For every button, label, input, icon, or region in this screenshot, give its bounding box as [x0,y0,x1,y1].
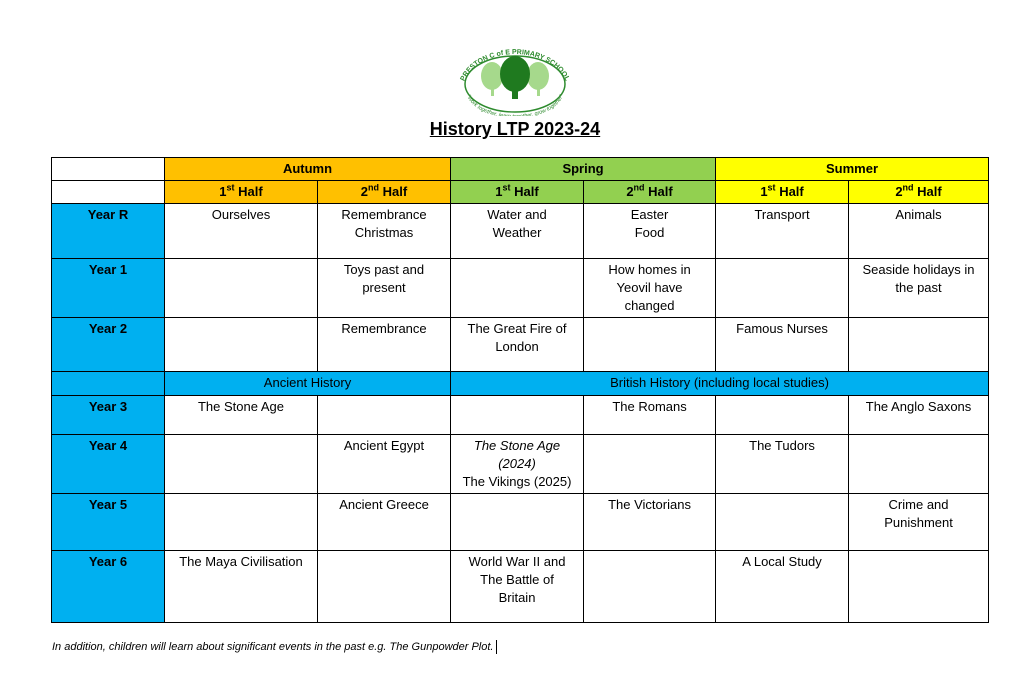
half-label: Half [917,184,942,199]
band-corner-cell [52,372,165,396]
topic-text: Yeovil have [616,280,683,295]
topic-cell [318,259,451,318]
topic-cell [451,551,584,623]
school-logo [452,46,578,116]
year-row [52,396,989,435]
half-ordinal-suffix: nd [902,182,914,193]
topic-cell [584,551,716,623]
footnote [52,640,497,654]
text-cursor [496,640,497,654]
topic-cell [849,435,989,494]
year-label: Year R [52,204,165,259]
year-label: Year 3 [52,396,165,435]
term-spring: Spring [451,158,716,181]
half-header [165,181,318,204]
half-number: 2 [626,184,634,199]
british-history-band: British History (including local studies) [451,372,989,396]
topic-cell [716,259,849,318]
half-ordinal-suffix: nd [633,182,645,193]
topic-text: The Battle of [480,572,554,587]
year-label: Year 1 [52,259,165,318]
topic-text: Toys past and [343,262,425,277]
topic-text: changed [624,298,675,313]
topic-text: Seaside holidays in [862,262,975,277]
half-header [716,181,849,204]
corner-cell [52,181,165,204]
topic-cell [318,551,451,623]
half-header [318,181,451,204]
topic-cell [165,494,318,551]
topic-text: The Vikings (2025) [462,474,572,489]
half-header [451,181,584,204]
topic-text: Ourselves [211,207,271,222]
page-title: History LTP 2023-24 [429,119,601,139]
topic-cell [716,318,849,372]
logo-motto: "Work together, le er, grow together" [465,93,565,116]
half-number: 1 [219,184,227,199]
topic-cell [716,551,849,623]
topic-cell [318,318,451,372]
topic-text: The Tudors [749,438,815,453]
half-header [849,181,989,204]
topic-cell [849,396,989,435]
half-number: 2 [360,184,369,199]
year-label: Year 5 [52,494,165,551]
topic-text: A Local Study [742,554,822,569]
topic-text: Transport [754,207,810,222]
corner-cell [52,158,165,181]
topic-cell [318,396,451,435]
half-ordinal-suffix: nd [368,182,380,193]
topic-text: Remembrance [341,207,427,222]
topic-text: The Victorians [608,497,691,512]
topic-cell [584,494,716,551]
topic-text: The Great Fire of [467,321,567,336]
half-header-row [52,181,989,204]
topic-cell [165,318,318,372]
logo-school-name: PRESTON C of E PRIMARY SCHOOL [459,48,571,83]
half-label: Half [648,184,673,199]
topic-cell [584,435,716,494]
topic-cell [318,204,451,259]
year-row [52,435,989,494]
half-ordinal-suffix: st [767,182,776,193]
topic-cell [716,396,849,435]
year-row [52,259,989,318]
topic-cell [849,551,989,623]
year-label: Year 2 [52,318,165,372]
topic-text: Christmas [354,225,414,240]
term-autumn: Autumn [165,158,451,181]
topic-text: The Stone Age [197,399,284,414]
topic-cell [849,318,989,372]
footnote-text: In addition, children will learn about significant events in the past e.g. The Gunpowder Plot. [52,640,494,653]
topic-cell [849,494,989,551]
topic-cell [165,435,318,494]
topic-cell [451,435,584,494]
year-row [52,494,989,551]
topic-cell [584,396,716,435]
topic-cell [451,318,584,372]
topic-text: The Anglo Saxons [865,399,972,414]
topic-text: Animals [895,207,942,222]
half-label: Half [382,184,408,199]
topic-cell [716,204,849,259]
topic-cell [451,396,584,435]
topic-text: Famous Nurses [736,321,828,336]
topic-text: How homes in [608,262,691,277]
term-header-row [52,158,989,181]
topic-text: The Romans [612,399,687,414]
half-label: Half [779,184,804,199]
half-number: 1 [495,184,503,199]
topic-text: the past [895,280,942,295]
term-summer: Summer [716,158,989,181]
half-header [584,181,716,204]
topic-cell [584,259,716,318]
half-number: 2 [895,184,903,199]
topic-cell [165,259,318,318]
topic-cell [849,204,989,259]
topic-text: Ancient Greece [339,497,429,512]
topic-cell [716,435,849,494]
topic-text: Easter [630,207,669,222]
topic-text: Water and [487,207,547,222]
topic-text: The Maya Civilisation [179,554,303,569]
topic-text: The Stone Age [473,438,561,453]
half-ordinal-suffix: st [502,182,511,193]
half-number: 1 [760,184,768,199]
topic-text: Punishment [884,515,953,530]
topic-cell [165,396,318,435]
topic-text: Ancient Egypt [343,438,425,453]
topic-cell [849,259,989,318]
topic-cell [451,204,584,259]
topic-text: Remembrance [341,321,427,336]
year-label: Year 6 [52,551,165,623]
topic-text: Food [634,225,665,240]
topic-text: Britain [498,590,536,605]
topic-cell [584,204,716,259]
school-logo-emblem [452,46,578,116]
year-row [52,551,989,623]
topic-text: present [362,280,406,295]
topic-text: (2024) [498,456,536,471]
ancient-history-band: Ancient History [165,372,451,396]
year-label: Year 4 [52,435,165,494]
topic-cell [451,494,584,551]
topic-cell [584,318,716,372]
topic-text: Crime and [888,497,949,512]
topic-text: World War II and [468,554,566,569]
topic-text: London [495,339,539,354]
topic-cell [716,494,849,551]
year-row [52,318,989,372]
topic-cell [318,435,451,494]
history-band-row [52,372,989,396]
year-row [52,204,989,259]
half-label: Half [514,184,539,199]
half-ordinal-suffix: st [226,182,235,193]
half-label: Half [238,184,263,199]
topic-cell [451,259,584,318]
topic-cell [318,494,451,551]
topic-cell [165,551,318,623]
history-ltp-table [51,157,989,623]
topic-cell [165,204,318,259]
topic-text: Weather [492,225,542,240]
